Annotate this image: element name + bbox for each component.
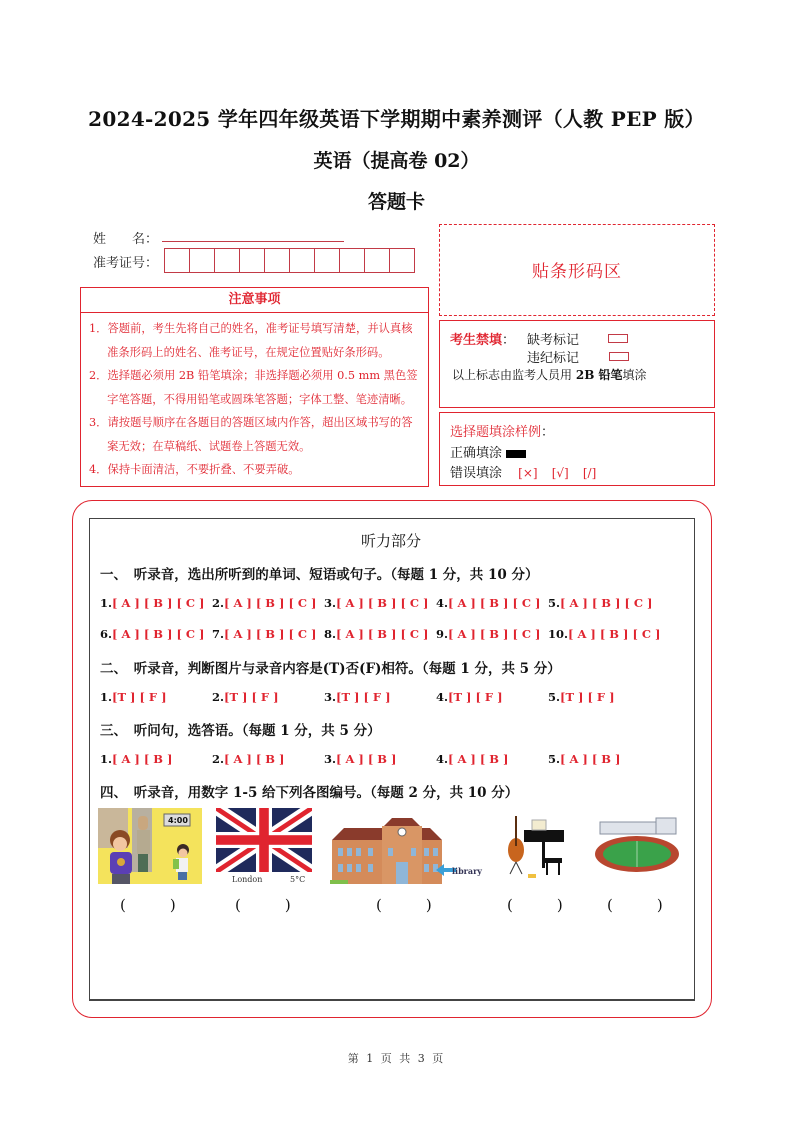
barcode-area: [439, 224, 715, 316]
part2-heading: 二、 听录音，判断图片与录音内容是(T)否(F)相符。（每题 1 分，共 5 分）: [100, 661, 561, 677]
proctor-note-text: 以上标志由监考人员用: [452, 368, 573, 382]
exam-id-digit-box[interactable]: [215, 249, 240, 272]
answer-item[interactable]: [100, 627, 212, 641]
answer-item[interactable]: [548, 627, 660, 641]
proctor-only-label: 考生禁填: [450, 333, 503, 348]
exam-id-digit-box[interactable]: [340, 249, 365, 272]
exam-id-digit-box[interactable]: [240, 249, 265, 272]
correct-fill-label: 正确填涂: [450, 446, 503, 461]
answer-options[interactable]: [ A ] [ B ] [ C ]: [448, 627, 541, 641]
answer-card-title: 答题卡: [367, 191, 425, 213]
answer-paren-2[interactable]: [235, 896, 291, 914]
name-label: 姓 名：: [93, 232, 159, 247]
library-arrow-label: library: [452, 866, 482, 876]
item-number: 10.: [548, 627, 569, 641]
flag-caption-temp: 5°C: [290, 875, 306, 884]
answer-item[interactable]: [100, 596, 212, 610]
absent-mark-box[interactable]: [608, 334, 628, 343]
part1-row-1: [100, 596, 660, 610]
notice-item: 3．请按题号顺序在各题目的答题区域内作答，超出区域书写的答案无效；在草稿纸、试题卷上答题无效。: [89, 416, 413, 453]
listening-section-title: 听力部分: [360, 532, 421, 550]
answer-options[interactable]: [ A ] [ B ] [ C ]: [560, 596, 653, 610]
item-number: 1.: [100, 690, 113, 704]
exam-id-label: 准考证号：: [93, 256, 159, 271]
notice-item: 1．答题前，考生先将自己的姓名，准考证号填写清楚，并认真核准条形码上的姓名、准考证号，在规定位置贴好条形码。: [89, 322, 413, 359]
wrong-fill-check: [√]: [551, 466, 569, 480]
exam-id-digit-box[interactable]: [265, 249, 290, 272]
answer-item[interactable]: [436, 752, 548, 766]
paren-close: ): [556, 896, 563, 914]
answer-paren-4[interactable]: [507, 896, 563, 914]
answer-options[interactable]: [ A ] [ B ] [ C ]: [224, 627, 317, 641]
answer-item[interactable]: [436, 690, 548, 704]
answer-options[interactable]: [ A ] [ B ] [ C ]: [448, 596, 541, 610]
item-number: 4.: [436, 596, 449, 610]
answer-options[interactable]: [T ] [ F ]: [224, 690, 279, 704]
part3-heading: 三、 听问句，选答语。（每题 1 分，共 5 分）: [100, 723, 381, 739]
exam-id-digit-box[interactable]: [365, 249, 390, 272]
item-number: 8.: [324, 627, 337, 641]
answer-options[interactable]: [ A ] [ B ]: [224, 752, 285, 766]
answer-item[interactable]: [100, 752, 212, 766]
answer-options[interactable]: [T ] [ F ]: [448, 690, 503, 704]
wrong-fill-slash: [/]: [582, 466, 597, 480]
item-number: 6.: [100, 627, 113, 641]
svg-text:4:00: 4:00: [168, 816, 188, 825]
proctor-note-pencil: 2B 铅笔: [575, 368, 623, 382]
item-number: 3.: [324, 752, 337, 766]
paren-open: (: [235, 896, 241, 914]
answer-options[interactable]: [T ] [ F ]: [560, 690, 615, 704]
barcode-label: 贴条形码区: [532, 262, 622, 282]
music-room-picture: [502, 808, 568, 884]
answer-item[interactable]: [100, 690, 212, 704]
answer-paren-1[interactable]: [120, 896, 176, 914]
answer-options[interactable]: [T ] [ F ]: [336, 690, 391, 704]
answer-item[interactable]: [548, 596, 660, 610]
answer-item[interactable]: [436, 627, 548, 641]
uk-flag-picture: [216, 808, 312, 884]
item-number: 2.: [212, 596, 225, 610]
answer-item[interactable]: [324, 627, 436, 641]
notice-title: 注意事项: [81, 288, 428, 313]
item-number: 9.: [436, 627, 449, 641]
colon: ：: [502, 333, 516, 348]
answer-options[interactable]: [ A ] [ B ]: [112, 752, 173, 766]
correct-fill-example: [506, 450, 526, 458]
answer-item[interactable]: [212, 596, 324, 610]
children-clock-picture: [98, 808, 202, 884]
page-number: 第 1 页 共 3 页: [347, 1052, 446, 1065]
part1-heading: 一、 听录音，选出所听到的单词、短语或句子。（每题 1 分，共 10 分）: [100, 567, 539, 583]
answer-item[interactable]: [212, 627, 324, 641]
item-number: 5.: [548, 752, 561, 766]
answer-options[interactable]: [ A ] [ B ]: [560, 752, 621, 766]
answer-options[interactable]: [ A ] [ B ]: [448, 752, 509, 766]
paren-open: (: [507, 896, 513, 914]
answer-paren-5[interactable]: [607, 896, 663, 914]
item-number: 3.: [324, 596, 337, 610]
proctor-only-box: [439, 320, 715, 408]
paren-open: (: [607, 896, 613, 914]
violation-mark-label: 违纪标记: [527, 351, 580, 366]
item-number: 1.: [100, 596, 113, 610]
answer-item[interactable]: [548, 690, 660, 704]
item-number: 7.: [212, 627, 225, 641]
answer-item[interactable]: [212, 752, 324, 766]
answer-item[interactable]: [324, 690, 436, 704]
exam-id-digit-box[interactable]: [390, 249, 414, 272]
paren-close: ): [656, 896, 663, 914]
answer-item[interactable]: [324, 596, 436, 610]
answer-options[interactable]: [ A ] [ B ] [ C ]: [336, 627, 429, 641]
proctor-note: [452, 366, 647, 383]
paren-open: (: [376, 896, 382, 914]
item-number: 1.: [100, 752, 113, 766]
playground-stadium-picture: [592, 808, 682, 884]
exam-subtitle: 英语（提高卷 02）: [313, 150, 480, 172]
part3-row: [100, 752, 660, 766]
exam-id-digit-box[interactable]: [315, 249, 340, 272]
answer-options[interactable]: [ A ] [ B ]: [336, 752, 397, 766]
part1-row-2: [100, 627, 660, 641]
name-field[interactable]: [162, 241, 344, 242]
answer-options[interactable]: [ A ] [ B ] [ C ]: [568, 627, 661, 641]
item-number: 5.: [548, 596, 561, 610]
paren-open: (: [120, 896, 126, 914]
proctor-note-suffix: 填涂: [622, 368, 647, 382]
answer-options[interactable]: [ A ] [ B ] [ C ]: [224, 596, 317, 610]
item-number: 3.: [324, 690, 337, 704]
exam-id-boxes: [164, 248, 415, 273]
colon: ：: [541, 425, 555, 440]
fill-sample-label: 选择题填涂样例: [450, 425, 542, 440]
part2-row: [100, 690, 660, 704]
paren-close: ): [284, 896, 291, 914]
exam-id-digit-box[interactable]: [165, 249, 190, 272]
part4-heading: 四、 听录音，用数字 1-5 给下列各图编号。（每题 2 分，共 10 分）: [100, 785, 519, 801]
item-number: 2.: [212, 752, 225, 766]
answer-paren-3[interactable]: [376, 896, 432, 914]
notice-item: 2．选择题必须用 2B 铅笔填涂；非选择题必须用 0.5 mm 黑色签字笔答题，不得用铅笔或圆珠笔答题；字体工整、笔迹清晰。: [89, 369, 418, 406]
fill-sample-box: [439, 412, 715, 486]
answer-item[interactable]: [324, 752, 436, 766]
answer-item[interactable]: [212, 690, 324, 704]
answer-item[interactable]: [436, 596, 548, 610]
library-building-picture: [328, 808, 480, 884]
exam-id-digit-box[interactable]: [290, 249, 315, 272]
notice-item: 4．保持卡面清洁，不要折叠、不要弄破。: [89, 463, 300, 476]
answer-item[interactable]: [548, 752, 660, 766]
violation-mark-box[interactable]: [609, 352, 629, 361]
wrong-fill-cross: [×]: [518, 466, 538, 480]
exam-title: 2024-2025 学年四年级英语下学期期中素养测评（人教 PEP 版）: [88, 107, 705, 131]
item-number: 4.: [436, 690, 449, 704]
item-number: 2.: [212, 690, 225, 704]
item-number: 4.: [436, 752, 449, 766]
exam-id-digit-box[interactable]: [190, 249, 215, 272]
wrong-fill-label: 错误填涂: [450, 466, 503, 481]
paren-close: ): [169, 896, 176, 914]
item-number: 5.: [548, 690, 561, 704]
answer-options[interactable]: [ A ] [ B ] [ C ]: [112, 596, 205, 610]
flag-caption-city: London: [232, 875, 263, 884]
answer-options[interactable]: [T ] [ F ]: [112, 690, 167, 704]
paren-close: ): [425, 896, 432, 914]
absent-mark-label: 缺考标记: [527, 333, 580, 348]
notice-box: [80, 287, 429, 487]
answer-options[interactable]: [ A ] [ B ] [ C ]: [112, 627, 205, 641]
answer-options[interactable]: [ A ] [ B ] [ C ]: [336, 596, 429, 610]
